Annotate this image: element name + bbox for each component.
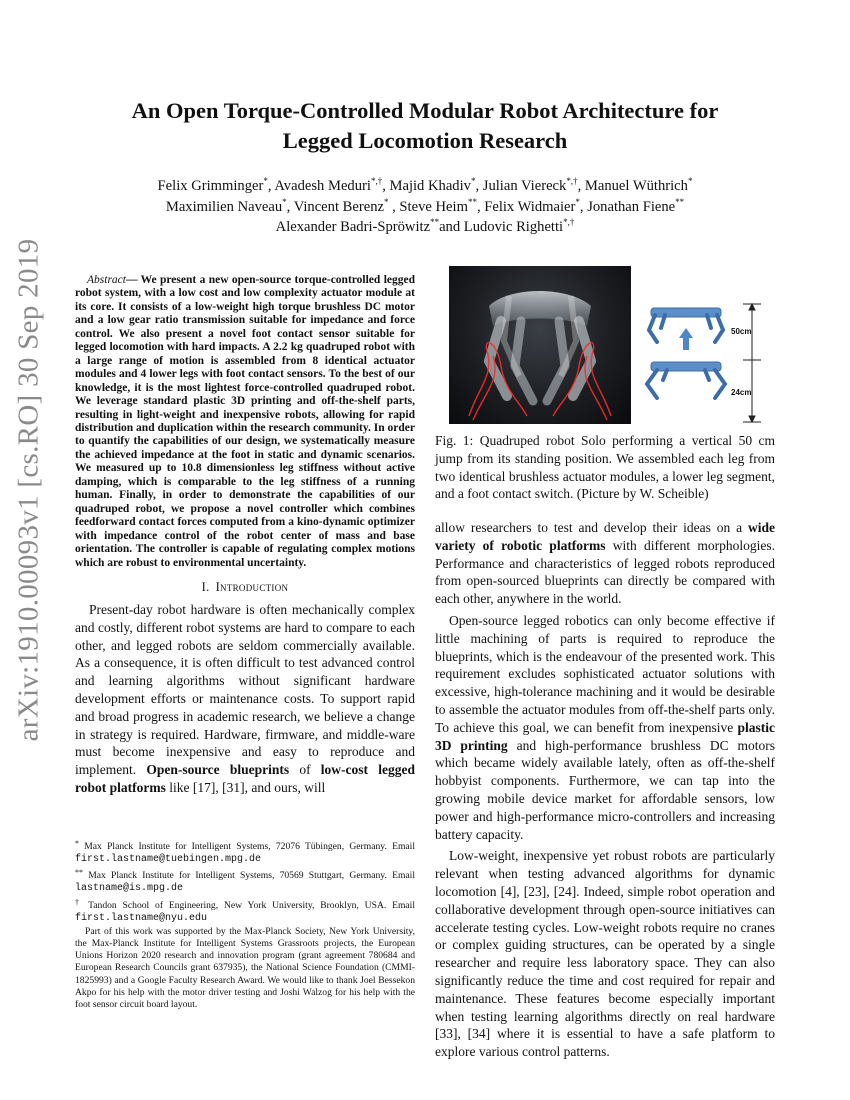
title-line-2: Legged Locomotion Research <box>282 128 568 153</box>
footnote <box>75 897 415 925</box>
left-column <box>75 274 415 801</box>
schematic-drawing <box>643 300 773 425</box>
author-name: , Majid Khadiv <box>382 178 471 194</box>
introduction-body <box>75 601 415 797</box>
text-run: and high-performance brushless DC motors which became widely available lately, often as off-the-shelf hobbyist components. Furthermore, we can tap into the growing mobile device market for affordable sensors, low power and high-performance micro-controllers and increasing battery capacity. <box>435 737 775 842</box>
arxiv-stamp <box>0 238 58 742</box>
author-name: Alexander Badri-Spröwitz <box>275 219 431 235</box>
affiliation-mark: * <box>263 176 268 187</box>
paragraph <box>435 612 775 843</box>
footnotes <box>75 838 415 1012</box>
email-address: lastname@is.mpg.de <box>75 883 184 895</box>
author-line-3 <box>75 217 775 238</box>
text-run: Present-day robot hardware is often mechanically complex and costly, different robot systems are hard to compare to each other, and legged robots are seldom commercially available. As a consequence, it is often difficult to test advanced control and learning algorithms without significant hardware development efforts or maintenance costs. To support rapid and broad progress in academic research, we believe a change in strategy is required. Hardware, firmware, and middle-ware must become inexpensive and easy to reproduce and implement. <box>75 601 415 778</box>
affiliation-mark: * <box>687 176 693 187</box>
email-address: first.lastname@tuebingen.mpg.de <box>75 854 262 866</box>
bold-text: low-cost legged robot platforms <box>75 762 416 795</box>
author-line-1 <box>75 176 775 197</box>
paragraph <box>75 601 415 797</box>
acknowledgement: Part of this work was supported by the Max-Planck Society, New York University, the Max-Planck Institute for Intelligent Systems Grassroots projects, the European Unions Horizon 2020 research and innovation program (grant agreement 780684 and European Research Councils grant 637935), the National Science Foundation (CMMI-1825993) and a Google Faculty Research Award. We would like to thank Joel Bessekon Akpo for his help with the motor driver testing and Joshi Walzog for his help with the foot sensor circuit board layout. <box>75 925 415 1010</box>
affiliation-mark: *,† <box>563 217 575 228</box>
affiliation-mark: * <box>470 176 476 187</box>
text-run: Open-source legged robotics can only become effective if little machining of parts is required to reproduce the blueprints, which is the endeavour of the presented work. This requirement excludes sophisticated actuator solutions with excessive, high-tolerance machining and it would be desirable to assemble the actuator modules from off-the-shelf parts only. To achieve this goal, we can benefit from inexpensive <box>435 612 775 735</box>
bold-text: wide variety of robotic platforms <box>435 520 775 553</box>
author-name: , Manuel Wüthrich <box>577 178 688 194</box>
author-name: , Avadesh Meduri <box>267 178 371 194</box>
text-run: like [17], [31], and ours, will <box>165 779 326 795</box>
footnote <box>75 838 415 866</box>
footnote-text: Max Planck Institute for Intelligent Systems, 72076 Tübingen, Germany. Email <box>79 841 415 852</box>
author-name: and Ludovic Righetti <box>439 219 564 235</box>
jump-height-schematic <box>643 300 773 425</box>
figure-1-caption: Fig. 1: Quadruped robot Solo performing a vertical 50 cm jump from its standing position. We assembled each leg from two identical brushless actuator modules, a lower leg segment, and a foot contact switch. (Picture by W. Scheible) <box>435 433 775 502</box>
title-line-1: An Open Torque-Controlled Modular Robot Architecture for <box>131 98 719 123</box>
footnote <box>75 867 415 895</box>
bold-text: Open-source blueprints <box>146 762 290 778</box>
robot-jump-photo <box>449 266 631 424</box>
affiliation-mark: *,† <box>370 176 383 187</box>
footnote-text: Tandon School of Engineering, New York University, Brooklyn, USA. Email <box>82 899 416 911</box>
section-heading-introduction <box>75 580 415 595</box>
author-name: , Vincent Berenz <box>286 198 384 215</box>
section-number: I. <box>201 579 210 594</box>
section-title: Introduction <box>215 579 289 594</box>
text-run: allow researchers to test and develop their ideas on a <box>435 520 748 535</box>
email-address: first.lastname@nyu.edu <box>75 912 208 924</box>
author-name: Felix Grimminger <box>157 178 264 194</box>
right-column <box>435 519 775 1065</box>
abstract-label: Abstract <box>87 274 126 286</box>
paragraph: Low-weight, inexpensive yet robust robots are particularly relevant when testing advanced algorithms for dynamic locomotion [4], [23], [24]. Indeed, simple robot operation and collaborative development through open-source initiatives can accelerate testing cycles. Low-weight robots require no cranes or complex guiding structures, can be operated by a single researcher and require less laboratory space. They can also significantly reduce the time and cost required for repair and maintenance. These features become especially important when testing learning algorithms directly on real hardware [33], [34] where it is essential to have a safe platform to explore various control patterns. <box>435 848 775 1060</box>
author-list <box>75 176 775 238</box>
footnote-mark: † <box>75 897 83 907</box>
right-column-body <box>435 519 775 1061</box>
footnote-mark: ** <box>75 868 83 878</box>
author-name: Maximilien Naveau <box>165 198 283 215</box>
figure-1 <box>435 266 775 426</box>
affiliation-mark: ** <box>675 196 685 207</box>
affiliation-mark: * <box>282 196 287 207</box>
robot-photo-illustration <box>449 266 631 424</box>
abstract <box>75 274 415 570</box>
author-name: , Julian Viereck <box>475 178 567 194</box>
affiliation-mark: * <box>575 196 580 207</box>
abstract-text: — We present a new open-source torque-controlled legged robot system, with a low cost and low complexity actuator module at its core. It consists of a low-weight high torque brushless DC motor and a low gear ratio transmission suitable for impedance and force control. We also present a novel foot contact sensor suitable for legged locomotion with hard impacts. A 2.2 kg quadruped robot with a large range of motion is assembled from 8 identical actuator modules and 4 lower legs with foot contact sensors. To the best of our knowledge, it is the most lightest force-controlled quadruped robot. We leverage standard plastic 3D printing and off-the-shelf parts, resulting in light-weight and inexpensive robots, allowing for rapid distribution and duplication within the research community. In order to quantify the capabilities of our design, we systematically measure the achieved impedance at the foot in static and dynamic scenarios. We measured up to 10.8 dimensionless leg stiffness without active damping, which is comparable to the leg stiffness of a running human. Finally, in order to demonstrate the capabilities of our quadruped robot, we propose a novel controller which combines feedforward contact forces computed from a kino-dynamic optimizer with impedance control of the robot center of mass and base orientation. The controller is capable of regulating complex motions which are robust to environmental uncertainty. <box>75 274 415 569</box>
affiliation-mark: ** <box>467 196 477 207</box>
arxiv-stamp-text: arXiv:1910.00093v1 [cs.RO] 30 Sep 2019 <box>12 238 45 742</box>
affiliation-mark: *,† <box>566 176 578 187</box>
text-run: with different morphologies. Performance and characteristics of legged robots reproduced from open-sourced blueprints can directly be compared with each other, anywhere in the world. <box>435 537 775 607</box>
bold-text: plastic 3D printing <box>435 719 775 753</box>
footnote-text: Max Planck Institute for Intelligent Systems, 70569 Stuttgart, Germany. Email <box>83 870 415 882</box>
footnote-mark: * <box>75 839 79 848</box>
dimension-label-top: 50cm <box>731 327 752 336</box>
up-arrow-icon <box>679 328 693 350</box>
text-run: of <box>289 762 321 778</box>
author-name: , Felix Widmaier <box>476 198 576 215</box>
dimension-label-bottom: 24cm <box>731 388 752 397</box>
author-line-2 <box>75 197 775 218</box>
paper-title <box>100 96 750 156</box>
affiliation-mark: ** <box>430 217 440 228</box>
affiliation-mark: * <box>383 196 389 207</box>
author-name: , Jonathan Fiene <box>579 198 676 215</box>
author-name: , Steve Heim <box>388 198 468 215</box>
paragraph <box>435 519 775 608</box>
